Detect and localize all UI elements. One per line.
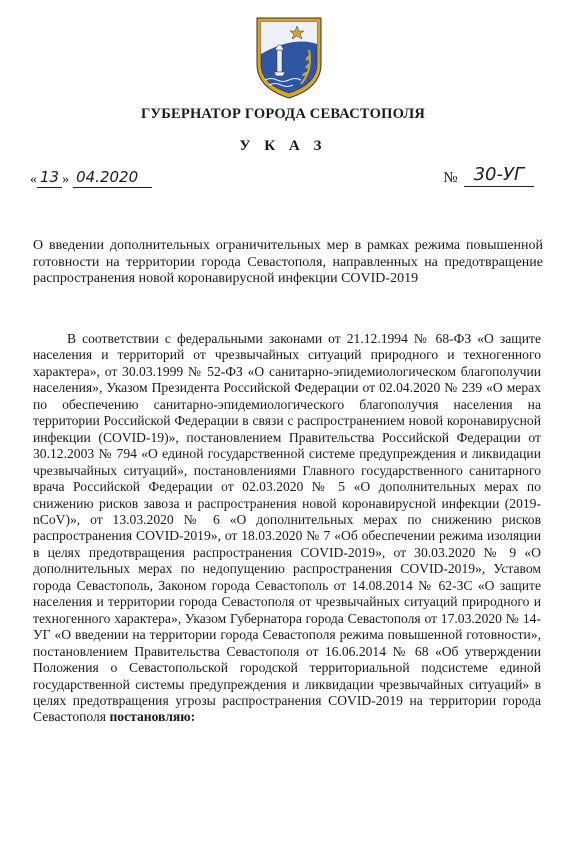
date-close-quote: »: [62, 172, 70, 187]
number-value: 30-УГ: [464, 164, 534, 187]
body-text: В соответствии с федеральными законами от 21.12.1994 № 68-ФЗ «О защите населения и территорий от чрезвычайных ситуаций природного и техногенного характера», от 30.03.1999 № 52-ФЗ «О санитарно-эпидемиологическом благополучии населения», Указом Президента Российской Федерации от 02.04.2020 № 239 «О мерах по обеспечению санитарно-эпидемиологического благополучия населения на территории Российской Федерации в связи с распространением новой коронавирусной инфекции (COVID-19)», постановлением Правительства Российской Федерации от 30.12.2003 № 794 «О единой государственной системе предупреждения и ликвидации чрезвычайных ситуаций», постановлениями Главного государственного санитарного врача Российской Федерации от 02.03.2020 № 5 «О дополнительных мерах по снижению рисков завоза и распространения новой коронавирусной инфекции (2019-nCoV)», от 13.03.2020 № 6 «О дополнительных мерах по снижению рисков распространения COVID-2019», от 18.03.2020 № 7 «Об обеспечении режима изоляции в целях предотвращения распространения COVID-2019», от 30.03.2020 № 9 «О дополнительных мерах по недопущению распространения COVID-2019», Уставом города Севастополь, Законом города Севастополь от 14.08.2014 № 62-ЗС «О защите населения и территории города Севастополя от чрезвычайных ситуаций природного и техногенного характера», Указом Губернатора города Севастополя от 17.03.2020 № 14-УГ «О введении на территории города Севастополя режима повышенной готовности», постановлением Правительства Севастополя от 16.06.2014 № 68 «Об утверждении Положения о Севастопольской городской территориальной подсистеме единой государственной системы предупреждения и ликвидации чрезвычайных ситуаций» в целях предотвращения угрозы распространения COVID-2019 на территории города Севастополя: [33, 331, 541, 725]
date-month-year: 04.2020: [73, 168, 152, 188]
issuer-title: ГУБЕРНАТОР ГОРОДА СЕВАСТОПОЛЯ: [140, 106, 426, 122]
document-body: [33, 331, 541, 726]
document-type: У К А З: [239, 138, 327, 154]
date-day: 13: [37, 168, 62, 188]
document-number: [443, 164, 534, 187]
sevastopol-coat-of-arms-icon: [253, 14, 325, 100]
document-heading: О введении дополнительных ограничительных мер в рамках режима повышенной готовности на территории города Севастополя, направленных на предотвращение распространения новой коронавирусной инфекции COVID-2019: [33, 238, 543, 286]
number-sign: №: [443, 170, 458, 186]
date-open-quote: «: [30, 172, 37, 187]
document-date: [30, 168, 152, 188]
body-closing: постановляю:: [109, 709, 196, 725]
